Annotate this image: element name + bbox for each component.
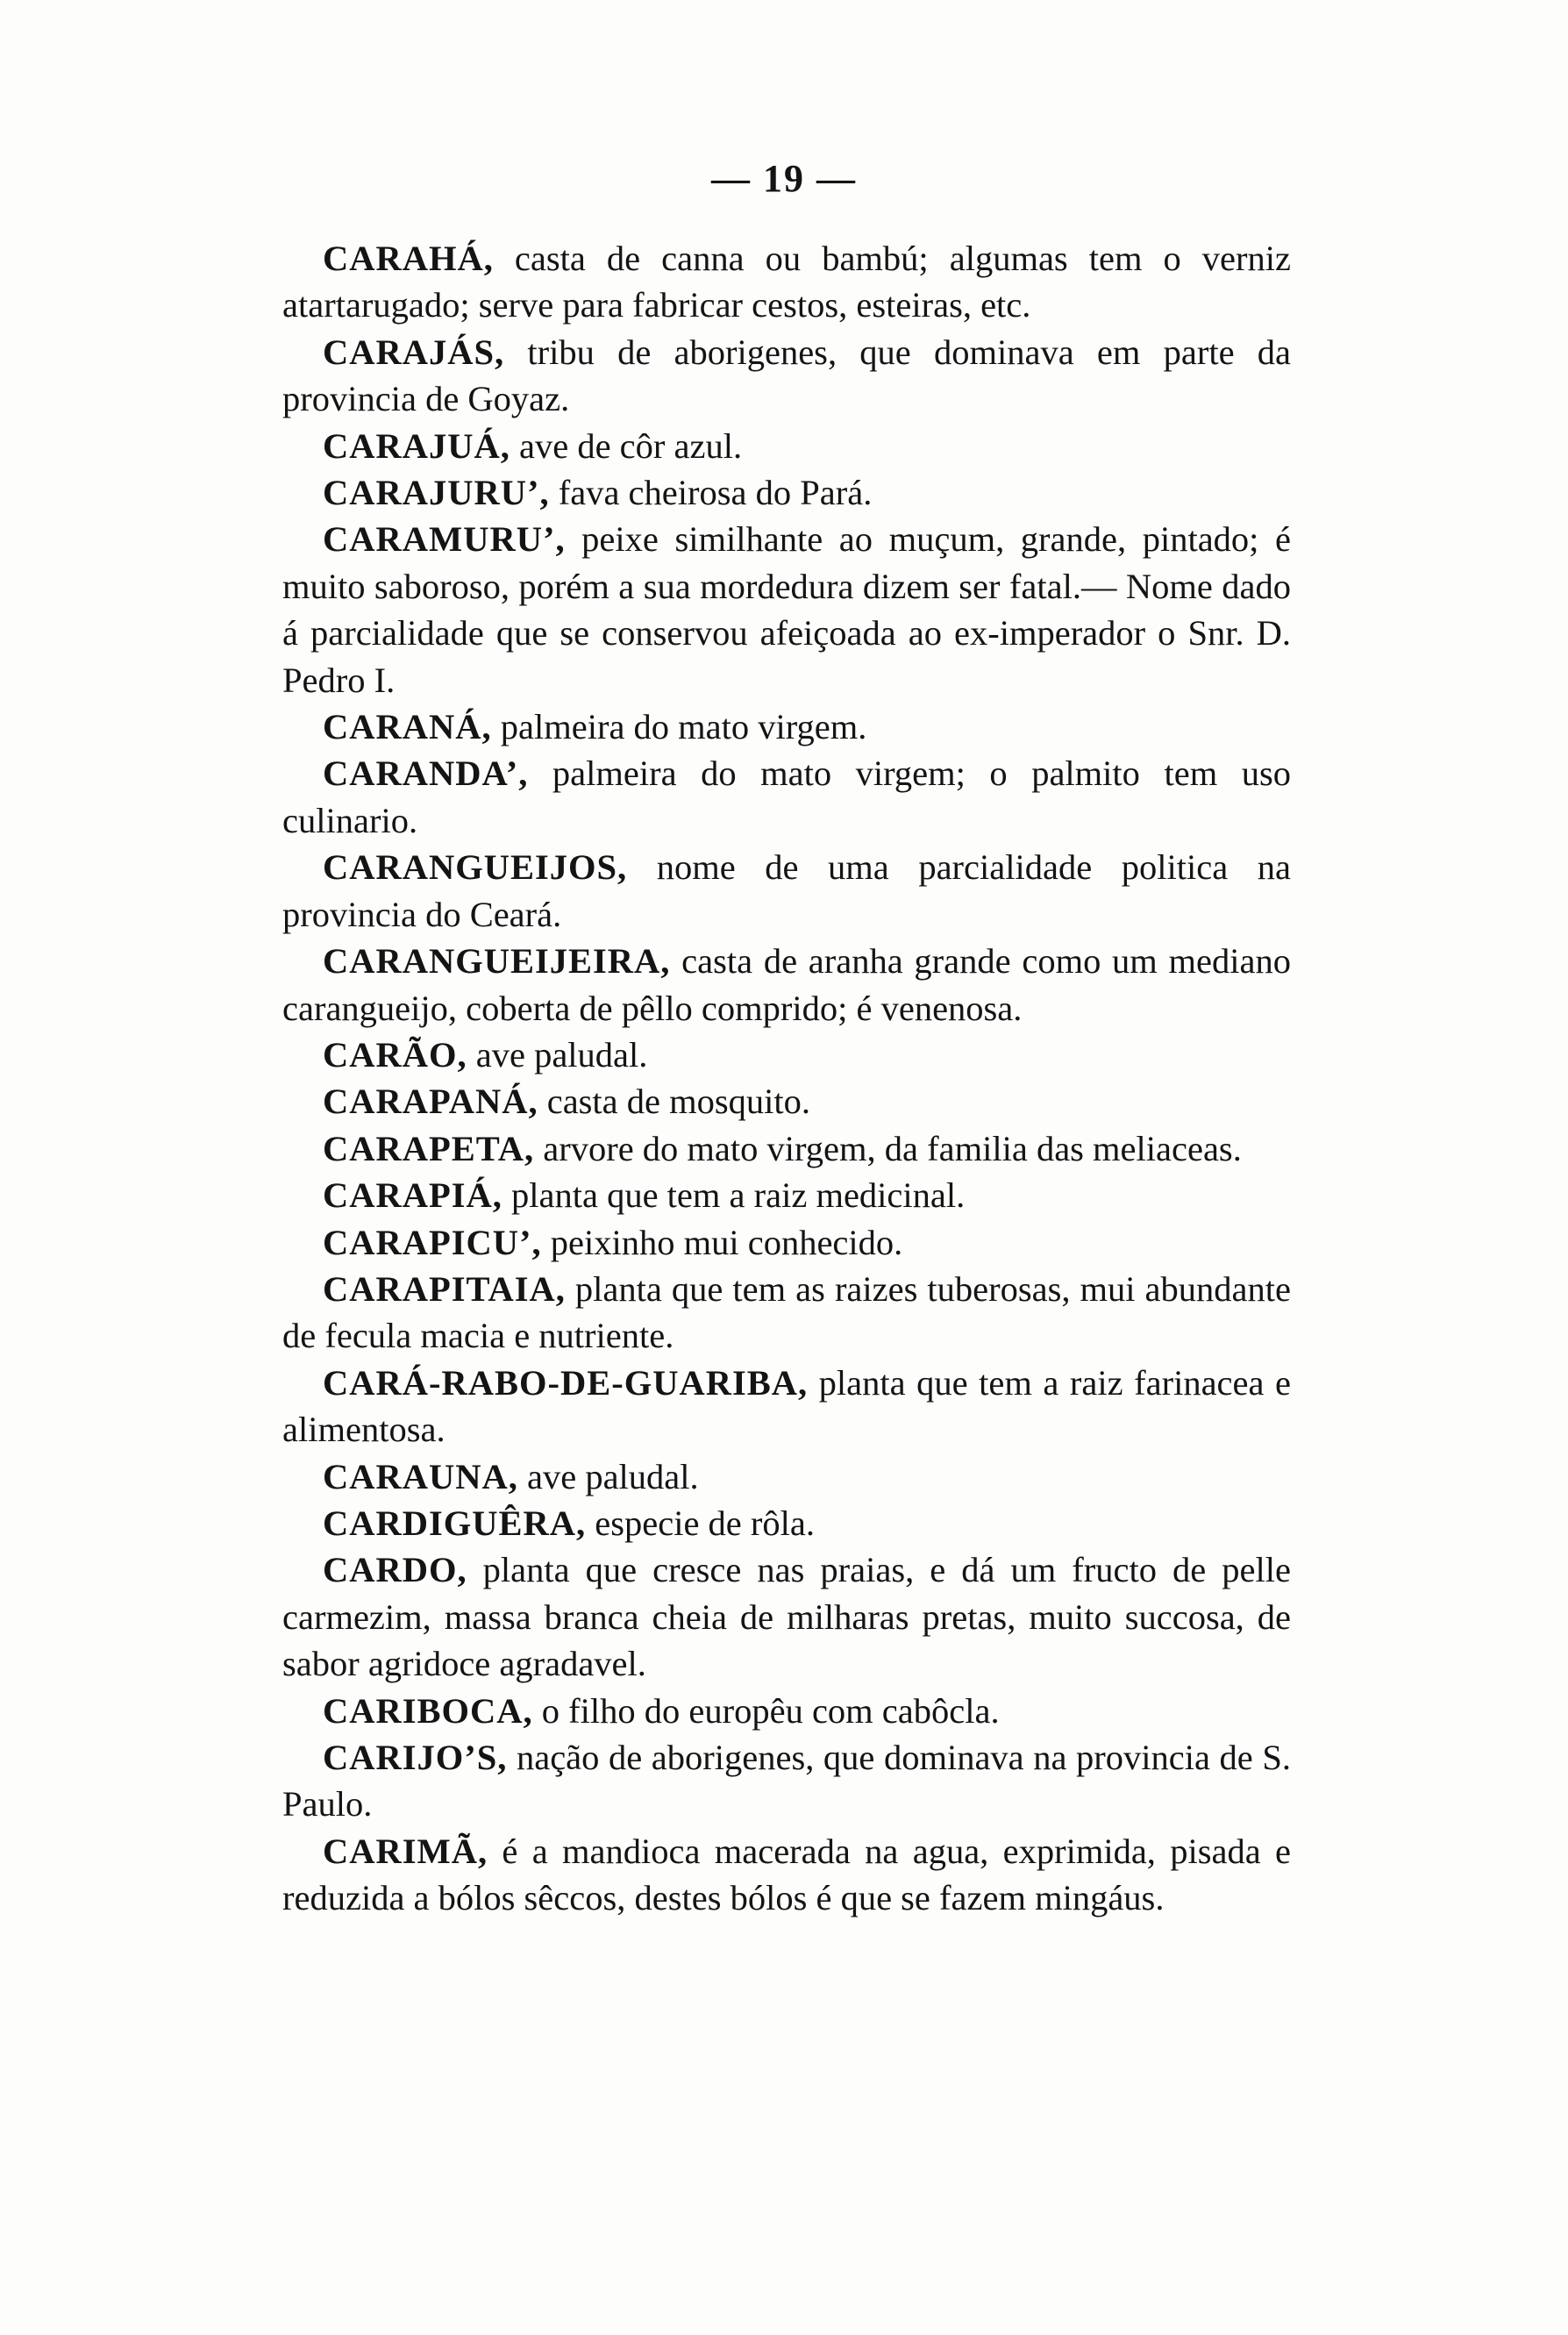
- entry-headword: CARAJÁS,: [323, 332, 505, 372]
- entry-headword: CARAHÁ,: [323, 239, 494, 278]
- dictionary-entry: [282, 703, 1291, 750]
- dictionary-entry: [282, 938, 1291, 1032]
- dictionary-entry: [282, 1734, 1291, 1828]
- entry-definition: tribu de aborigenes, que dominava em parte da provincia de Goyaz.: [282, 332, 1291, 419]
- entry-definition: casta de mosquito.: [538, 1082, 811, 1122]
- dictionary-entry: [282, 1453, 1291, 1500]
- dictionary-entries: [282, 235, 1291, 1922]
- dictionary-entry: [282, 1360, 1291, 1453]
- entry-headword: CARDO,: [323, 1550, 467, 1590]
- entry-headword: CARAUNA,: [323, 1456, 518, 1496]
- dictionary-entry: [282, 516, 1291, 703]
- entry-definition: ave de côr azul.: [510, 425, 743, 466]
- entry-definition: o filho do europêu com cabôcla.: [532, 1690, 1000, 1731]
- entry-definition: ave paludal.: [467, 1034, 648, 1075]
- entry-headword: CARANGUEIJEIRA,: [323, 941, 671, 982]
- page-number: — 19 —: [711, 157, 857, 200]
- entry-headword: CARIJO’S,: [323, 1738, 508, 1777]
- entry-headword: CARAMURU’,: [323, 519, 566, 560]
- entry-definition: nome de uma parcialidade politica na provincia do Ceará.: [282, 847, 1291, 934]
- entry-headword: CARÁ-RABO-DE-GUARIBA,: [323, 1362, 809, 1403]
- entry-definition: é a mandioca macerada na agua, exprimida, pisada e reduzida a bólos sêccos, destes bólos é que se fazem mingáus.: [282, 1831, 1291, 1918]
- entry-definition: peixe similhante ao muçum, grande, pintado; é muito saboroso, porém a sua mordedura dizem ser fatal.— Nome dado á parcialidade que se conservou afeiçoada ao ex-imperador o Snr. D. Pedro I.: [282, 519, 1291, 700]
- entry-headword: CARAJURU’,: [323, 473, 550, 513]
- dictionary-entry: [282, 1219, 1291, 1266]
- entry-headword: CARAPICU’,: [323, 1222, 542, 1262]
- entry-headword: CARIBOCA,: [323, 1690, 533, 1731]
- entry-definition: fava cheirosa do Pará.: [549, 473, 873, 513]
- entry-definition: casta de aranha grande como um mediano carangueijo, coberta de pêllo comprido; é venenosa.: [282, 941, 1291, 1028]
- dictionary-entry: [282, 1078, 1291, 1125]
- dictionary-entry: [282, 423, 1291, 469]
- entry-definition: planta que tem a raiz farinacea e alimentosa.: [282, 1362, 1291, 1450]
- dictionary-entry: [282, 469, 1291, 516]
- entry-definition: palmeira do mato virgem; o palmito tem uso culinario.: [282, 753, 1291, 840]
- entry-headword: CARANÁ,: [323, 707, 492, 747]
- dictionary-entry: [282, 750, 1291, 844]
- entry-headword: CARAPETA,: [323, 1128, 535, 1168]
- dictionary-entry: [282, 1125, 1291, 1172]
- entry-definition: nação de aborigenes, que dominava na provincia de S. Paulo.: [282, 1738, 1291, 1824]
- dictionary-entry: [282, 1828, 1291, 1922]
- entry-definition: palmeira do mato virgem.: [491, 707, 867, 747]
- entry-definition: planta que cresce nas praias, e dá um fructo de pelle carmezim, massa branca cheia de milharas pretas, muito succosa, de sabor agridoce agradavel.: [282, 1550, 1291, 1684]
- entry-definition: arvore do mato virgem, da familia das meliaceas.: [534, 1128, 1242, 1168]
- entry-headword: CARDIGUÊRA,: [323, 1503, 587, 1543]
- entry-definition: peixinho mui conhecido.: [541, 1222, 903, 1262]
- dictionary-entry: [282, 1032, 1291, 1078]
- dictionary-entry: [282, 1546, 1291, 1687]
- entry-headword: CARAJUÁ,: [323, 425, 510, 466]
- entry-headword: CARANGUEIJOS,: [323, 847, 628, 888]
- dictionary-entry: [282, 844, 1291, 938]
- dictionary-entry: [282, 1172, 1291, 1218]
- entry-definition: especie de rôla.: [586, 1503, 815, 1543]
- entry-headword: CARAPIÁ,: [323, 1175, 502, 1216]
- entry-definition: casta de canna ou bambú; algumas tem o verniz atartarugado; serve para fabricar cestos, esteiras, etc.: [282, 239, 1291, 325]
- entry-definition: ave paludal.: [517, 1456, 699, 1496]
- dictionary-entry: [282, 329, 1291, 423]
- entry-definition: planta que tem as raizes tuberosas, mui abundante de fecula macia e nutriente.: [282, 1268, 1291, 1356]
- entry-headword: CARAPITAIA,: [323, 1268, 566, 1309]
- entry-headword: CARIMÃ,: [323, 1831, 488, 1871]
- dictionary-entry: [282, 235, 1291, 329]
- entry-headword: CARAPANÁ,: [323, 1082, 538, 1122]
- entry-headword: CARANDA’,: [323, 753, 529, 794]
- dictionary-entry: [282, 1500, 1291, 1546]
- dictionary-entry: [282, 1688, 1291, 1734]
- entry-definition: planta que tem a raiz medicinal.: [502, 1175, 966, 1216]
- entry-headword: CARÃO,: [323, 1034, 467, 1075]
- dictionary-entry: [282, 1266, 1291, 1360]
